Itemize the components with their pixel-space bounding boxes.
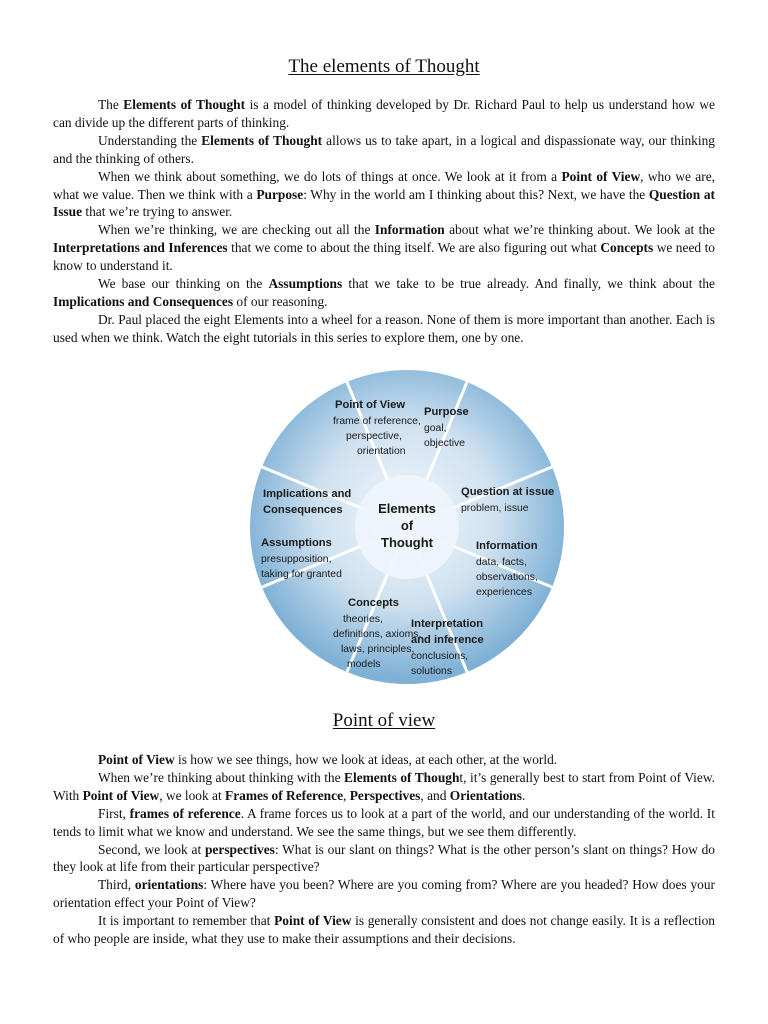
intro-paragraph <box>53 168 715 222</box>
text-run: Third, <box>98 877 135 893</box>
text-run: . A frame forces us to look at a part of the world, and our understanding of the world. It tends to limit what we know and understand. We see the same things, but we see them differently. <box>53 805 715 839</box>
segment-description: definitions, axioms, <box>333 629 422 640</box>
segment-description: goal, <box>424 423 447 434</box>
section-title-point-of-view: Point of view <box>332 710 436 731</box>
segment-description: orientation <box>357 446 406 457</box>
bold-term: Elements of Thought <box>123 97 246 112</box>
intro-paragraph <box>53 221 715 275</box>
wheel-graphic <box>248 365 566 693</box>
bold-term: Point of View <box>98 752 175 767</box>
segment-title: Consequences <box>263 504 343 516</box>
text-run: Understanding the <box>98 132 202 148</box>
bold-term: Perspectives <box>349 787 421 803</box>
intro-section <box>53 96 715 347</box>
bold-term: Question at Issue <box>53 186 715 220</box>
segment-title: Assumptions <box>261 537 332 549</box>
pov-paragraph <box>53 805 715 841</box>
bold-term: Assumptions <box>268 276 343 292</box>
text-run: that we take to be true already. And finally, we think about the <box>342 276 715 292</box>
pov-paragraph <box>53 841 715 877</box>
pov-paragraph <box>53 751 715 769</box>
segment-description: models <box>347 659 381 670</box>
segment-description: presupposition, <box>261 554 332 565</box>
bold-term: Information <box>374 222 445 238</box>
bold-term: Point of View <box>82 787 160 803</box>
segment-title: Question at issue <box>461 486 555 498</box>
point-of-view-section <box>53 751 715 948</box>
bold-term: Interpretations and Inferences <box>53 240 228 256</box>
segment-description: problem, issue <box>461 503 529 514</box>
segment-description: theories, <box>343 614 383 625</box>
text-run: Dr. Paul placed the eight Elements into a wheel for a reason. None of them is more important than another. Each is used when we think. Watch the eight tutorials in this series to explore them, one by one. <box>53 311 715 345</box>
segment-description: taking for granted <box>261 569 342 580</box>
intro-paragraph <box>53 96 715 132</box>
text-run: is generally consistent and does not change easily. It is a reflection of who people are inside, what they use to make their assumptions and their decisions. <box>53 913 715 947</box>
text-run: about what we’re thinking about. We look at the <box>444 222 715 238</box>
text-run: , and <box>420 787 450 803</box>
intro-paragraph <box>53 275 715 311</box>
wheel-center-label: of <box>400 518 414 533</box>
intro-paragraph <box>53 311 715 347</box>
text-run: t, it’s generally best to start from Point of View. With <box>53 769 715 803</box>
bold-term: perspectives <box>204 841 275 857</box>
elements-of-thought-wheel <box>248 365 566 693</box>
pov-paragraph <box>53 876 715 912</box>
segment-title: Concepts <box>348 597 399 609</box>
segment-description: objective <box>424 438 466 449</box>
segment-description: experiences <box>476 587 533 598</box>
text-run: , who we are, what we value. Then we think with a <box>53 168 716 202</box>
bold-term: orientations <box>134 877 204 893</box>
wheel-center-label: Elements <box>378 501 436 516</box>
text-run: : What is our slant on things? What is the other person’s slant on things? How do they look at life from their particular perspective? <box>53 841 715 875</box>
bold-term: Frames of Reference <box>225 787 344 803</box>
intro-paragraph <box>53 132 715 168</box>
text-run: is how we see things, how we look at ideas, at each other, at the world. <box>174 752 558 767</box>
bold-term: Point of View <box>274 913 352 929</box>
bold-term: Elements of Though <box>344 769 460 785</box>
segment-title: Interpretation <box>411 618 484 630</box>
segment-title: Point of View <box>335 399 406 411</box>
wheel-center-label: Thought <box>381 535 433 550</box>
segment-description: solutions <box>411 666 453 677</box>
text-run: It is important to remember that <box>98 913 275 929</box>
segment-title: Purpose <box>424 406 469 418</box>
segment-title: and inference <box>411 634 484 646</box>
wheel-segment <box>261 537 342 580</box>
text-run: The <box>98 97 124 112</box>
bold-term: Implications and Consequences <box>53 293 234 309</box>
text-run: , <box>343 787 350 803</box>
bold-term: Point of View <box>561 168 641 184</box>
segment-description: observations, <box>476 572 538 583</box>
text-run: : Where have you been? Where are you coming from? Where are you headed? How does your orientation effect your Point of View? <box>53 877 715 911</box>
document-title: The elements of Thought <box>288 56 480 77</box>
text-run: When we’re thinking, we are checking out all the <box>98 222 375 238</box>
text-run: . <box>521 787 526 803</box>
segment-description: perspective, <box>346 431 403 442</box>
text-run: , we look at <box>159 787 226 803</box>
text-run: that we come to about the thing itself. We are also figuring out what <box>227 240 601 256</box>
text-run: is a model of thinking developed by Dr. Richard Paul to help us understand how we can divide up the different parts of thinking. <box>53 97 715 130</box>
text-run: Second, we look at <box>98 841 205 857</box>
pov-paragraph <box>53 769 715 805</box>
text-run: We base our thinking on the <box>98 276 269 292</box>
segment-description: data, facts, <box>476 557 527 568</box>
segment-description: conclusions, <box>411 651 469 662</box>
bold-term: Orientations <box>449 787 522 803</box>
text-run: When we’re thinking about thinking with the <box>98 769 345 785</box>
bold-term: Elements of Thought <box>201 132 323 148</box>
text-run: that we’re trying to answer. <box>82 204 233 220</box>
text-run: we need to know to understand it. <box>53 240 715 274</box>
text-run: of our reasoning. <box>233 293 328 309</box>
segment-description: laws, principles, <box>341 644 415 655</box>
bold-term: Concepts <box>600 240 654 256</box>
text-run: First, <box>98 805 130 821</box>
text-run: When we think about something, we do lots of things at once. We look at it from a <box>98 168 562 184</box>
segment-description: frame of reference, <box>333 416 421 427</box>
bold-term: Purpose <box>256 186 304 202</box>
text-run: allows us to take apart, in a logical and dispassionate way, our thinking and the thinking of others. <box>53 132 715 166</box>
bold-term: frames of reference <box>129 805 241 821</box>
text-run: : Why in the world am I thinking about this? Next, we have the <box>303 186 649 202</box>
segment-title: Implications and <box>263 488 352 500</box>
segment-title: Information <box>476 540 538 552</box>
pov-paragraph <box>53 912 715 948</box>
